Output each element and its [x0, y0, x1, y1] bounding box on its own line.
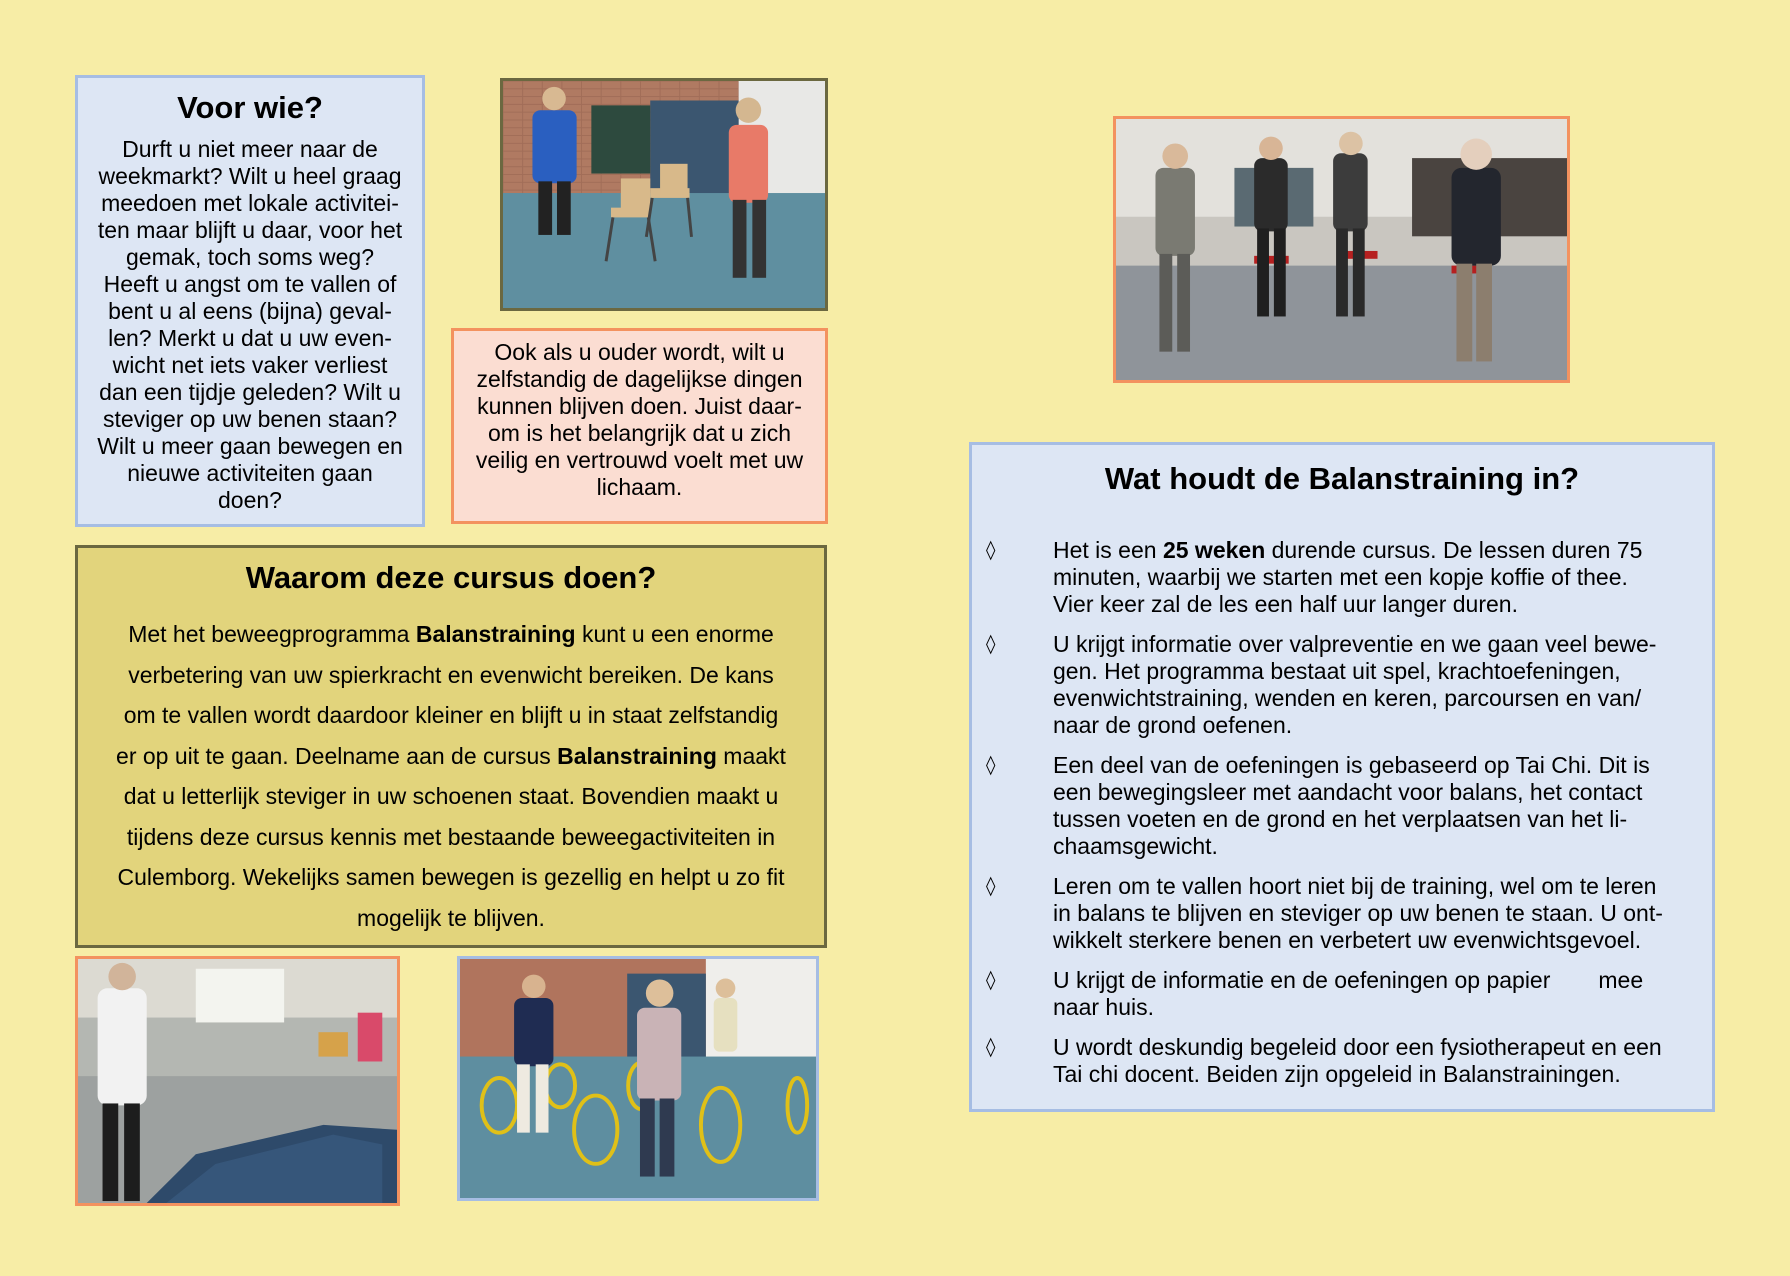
ook-als-box [451, 328, 828, 524]
diamond-bullet-icon: ◊ [986, 1036, 996, 1058]
list-item [986, 752, 1698, 860]
text-line: gen. Het programma bestaat uit spel, krachtoefeningen, [1053, 658, 1621, 684]
text-line: dat u letterlijk steviger in uw schoenen staat. Bovendien maakt u [123, 783, 779, 809]
text-line: om is het belangrijk dat u zich [488, 420, 791, 446]
photo-chair-exercise [500, 78, 828, 311]
voor-wie-box [75, 75, 425, 527]
bold-term: 25 weken [1162, 537, 1266, 563]
text-line: U krijgt informatie over valpreventie en we gaan veel bewe- [1053, 631, 1657, 657]
photo-hoop-exercise [457, 956, 819, 1201]
text-line: wicht net iets vaker verliest [112, 352, 388, 378]
list-item [986, 873, 1698, 954]
diamond-bullet-icon: ◊ [986, 754, 996, 776]
text-line: gemak, toch soms weg? [125, 244, 374, 270]
text-fragment: Met het beweegprogramma [128, 621, 416, 647]
text-line: Ook als u ouder wordt, wilt u [494, 339, 785, 365]
text-line: nieuwe activiteiten gaan [127, 460, 373, 486]
text-line: om te vallen wordt daardoor kleiner en blijft u in staat zelfstandig [123, 702, 779, 728]
text-line: bent u al eens (bijna) geval- [108, 298, 392, 324]
text-line: minuten, waarbij we starten met een kopje koffie of thee. [1053, 564, 1628, 590]
text-line: zelfstandig de dagelijkse dingen [476, 366, 803, 392]
wat-houdt-box [969, 442, 1715, 1112]
waarom-title: Waarom deze cursus doen? [245, 560, 657, 595]
text-line: U wordt deskundig begeleid door een fysiotherapeut en een [1053, 1034, 1662, 1060]
text-line: chaamsgewicht. [1053, 833, 1218, 859]
ook-als-text [462, 339, 817, 501]
photo-tai-chi-group [1113, 116, 1570, 383]
text-line: kunnen blijven doen. Juist daar- [477, 393, 802, 419]
text-line: naar de grond oefenen. [1053, 712, 1293, 738]
waarom-box [75, 545, 827, 948]
text-line: len? Merkt u dat u uw even- [108, 325, 392, 351]
voor-wie-text [84, 136, 416, 514]
text-line: Tai chi docent. Beiden zijn opgeleid in Balanstrainingen. [1053, 1061, 1621, 1087]
text-line: een bewegingsleer met aandacht voor balans, het contact [1053, 779, 1643, 805]
list-item [986, 537, 1698, 618]
text-fragment: durende cursus. De lessen duren 75 [1265, 537, 1643, 563]
diamond-bullet-icon: ◊ [986, 969, 996, 991]
diamond-bullet-icon: ◊ [986, 633, 996, 655]
text-fragment: maakt [716, 742, 786, 769]
diamond-bullet-icon: ◊ [986, 875, 996, 897]
text-line: doen? [218, 487, 282, 513]
text-fragment: mee [1598, 967, 1644, 993]
text-line: wikkelt sterkere benen en verbetert uw evenwichtsgevoel. [1053, 927, 1642, 953]
wat-houdt-title: Wat houdt de Balanstraining in? [1104, 461, 1580, 496]
text-fragment: Het is een [1053, 537, 1163, 563]
text-line: ten maar blijft u daar, voor het [97, 217, 403, 243]
text-line: dan een tijdje geleden? Wilt u [99, 379, 401, 405]
text-line: Leren om te vallen hoort niet bij de training, wel om te leren [1053, 873, 1657, 899]
bold-term: Balanstraining [557, 742, 717, 769]
text-line: mogelijk te blijven. [357, 904, 545, 931]
list-item [986, 631, 1698, 739]
text-line: Heeft u angst om te vallen of [103, 271, 397, 297]
text-line: evenwichtstraining, wenden en keren, parcoursen en van/ [1053, 685, 1642, 711]
text-fragment: er op uit te gaan. Deelname aan de cursus [116, 742, 558, 769]
text-line: in balans te blijven en steviger op uw benen te staan. U ont- [1053, 900, 1663, 926]
text-line: verbetering van uw spierkracht en evenwicht bereiken. De kans [128, 661, 774, 688]
text-line: weekmarkt? Wilt u heel graag [98, 163, 402, 189]
text-line: Wilt u meer gaan bewegen en [97, 433, 403, 459]
text-line: Vier keer zal de les een half uur langer duren. [1053, 591, 1518, 617]
list-item [986, 1034, 1698, 1088]
text-line: tijdens deze cursus kennis met bestaande beweegactiviteiten in [126, 823, 776, 850]
waarom-text [88, 614, 814, 938]
text-fragment: U krijgt de informatie en de oefeningen op papier [1053, 967, 1551, 993]
text-line: Culemborg. Wekelijks samen bewegen is gezellig en helpt u zo fit [117, 864, 785, 890]
text-line: Durft u niet meer naar de [122, 136, 378, 162]
voor-wie-title: Voor wie? [177, 90, 323, 125]
list-item [986, 967, 1698, 1021]
diamond-bullet-icon: ◊ [986, 539, 996, 561]
text-line: veilig en vertrouwd voelt met uw [475, 447, 804, 473]
text-line: lichaam. [596, 474, 683, 500]
info-list [986, 537, 1698, 1088]
text-line: naar huis. [1053, 994, 1155, 1020]
photo-floor-mats [75, 956, 400, 1206]
bold-term: Balanstraining [415, 621, 576, 647]
text-line: Een deel van de oefeningen is gebaseerd op Tai Chi. Dit is [1053, 752, 1650, 778]
text-line: tussen voeten en de grond en het verplaatsen van het li- [1053, 806, 1628, 832]
text-line: steviger op uw benen staan? [102, 406, 398, 432]
text-fragment: kunt u een enorme [575, 621, 774, 647]
text-line: meedoen met lokale activitei- [101, 190, 399, 216]
